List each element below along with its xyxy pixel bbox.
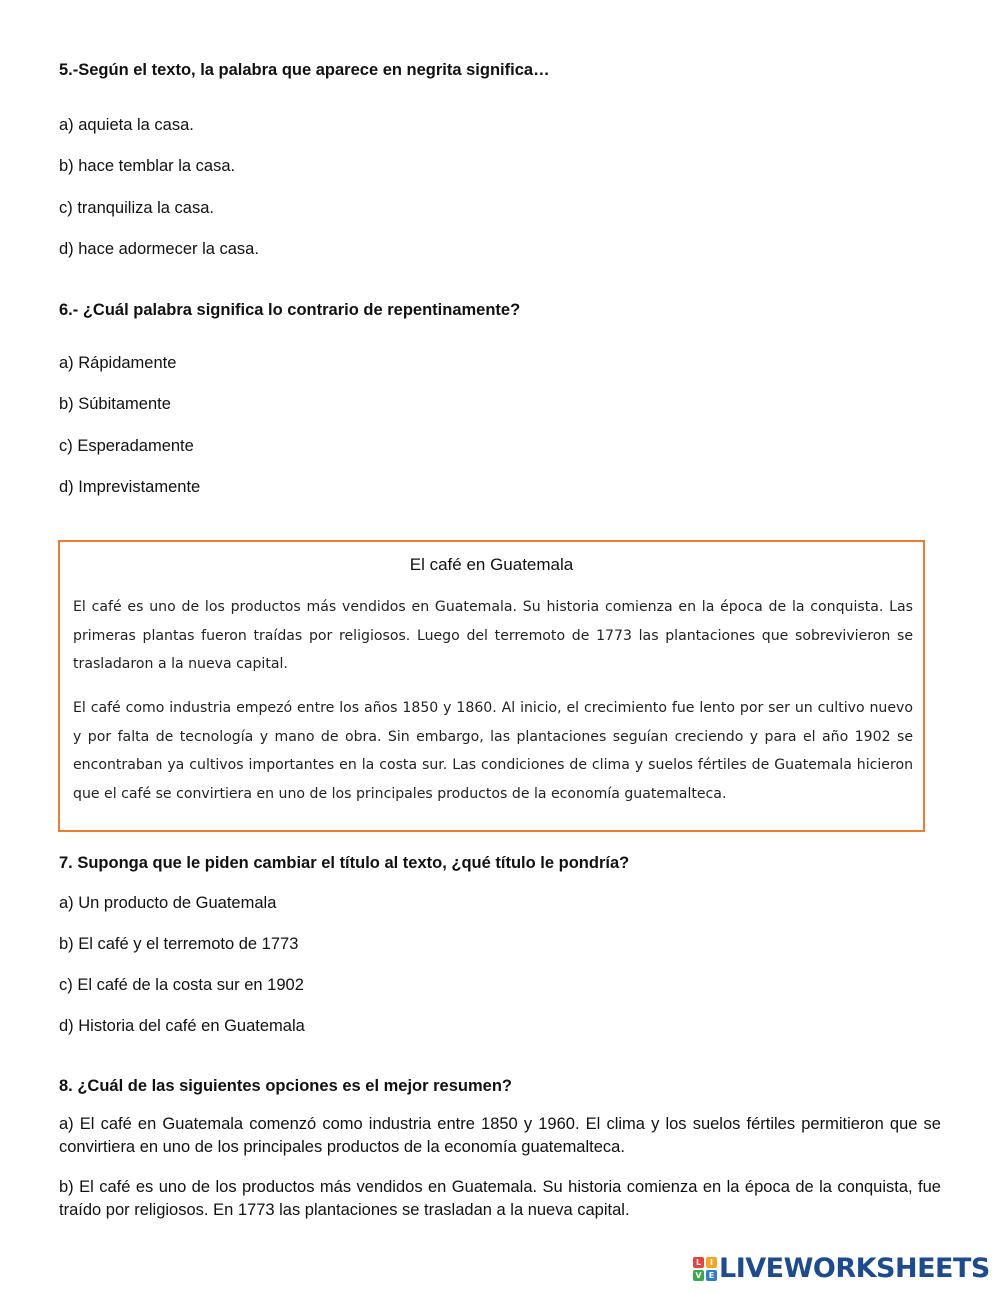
q7-option-b[interactable]: b) El café y el terremoto de 1773 [59, 935, 299, 953]
q5-option-c[interactable]: c) tranquiliza la casa. [59, 199, 214, 217]
q5-option-a[interactable]: a) aquieta la casa. [59, 116, 194, 134]
q6-option-d[interactable]: d) Imprevistamente [59, 478, 201, 496]
logo-text: LIVEWORKSHEETS [719, 1253, 990, 1284]
q8-option-b[interactable]: b) El café es uno de los productos más vendidos en Guatemala. Su historia comienza en la época de la conquista, fue traído por religiosos. En 1773 las plantaciones se trasladan a la nueva capital. [59, 1178, 941, 1219]
q6-option-b[interactable]: b) Súbitamente [59, 395, 171, 413]
q6-option-a[interactable]: a) Rápidamente [59, 354, 177, 372]
reading-paragraph-2: El café como industria empezó entre los años 1850 y 1860. Al inicio, el crecimiento fue lento por ser un cultivo nuevo y por falta de tecnología y mano de obra. Sin embargo, las plantaciones seguían creciendo y para el año 1902 se encontraban ya cultivos importantes en la costa sur. Las condiciones de clima y suelos fértiles de Guatemala hicieron que el café se convirtiera en uno de los principales productos de la economía guatemalteca. [73, 700, 913, 802]
question-7: 7. Suponga que le piden cambiar el título al texto, ¿qué título le pondría? [59, 854, 630, 872]
question-5: 5.-Según el texto, la palabra que aparece en negrita significa… [59, 61, 550, 79]
logo-mark-icon [693, 1257, 717, 1281]
liveworksheets-logo [693, 1254, 993, 1284]
q8-option-a[interactable]: a) El café en Guatemala comenzó como industria entre 1850 y 1960. El clima y los suelos fértiles permitieron que se convirtiera en uno de los principales productos de la economía guatemalteca. [59, 1115, 941, 1156]
q5-option-b[interactable]: b) hace temblar la casa. [59, 157, 236, 175]
question-6: 6.- ¿Cuál palabra significa lo contrario de repentinamente? [59, 301, 521, 319]
logo-letter-l: L [693, 1257, 704, 1268]
logo-letter-v: V [693, 1270, 704, 1281]
logo-letter-e: E [706, 1270, 717, 1281]
reading-passage-box [58, 540, 925, 832]
q5-option-d[interactable]: d) hace adormecer la casa. [59, 240, 259, 258]
q7-option-d[interactable]: d) Historia del café en Guatemala [59, 1017, 305, 1035]
q6-option-c[interactable]: c) Esperadamente [59, 437, 194, 455]
question-8: 8. ¿Cuál de las siguientes opciones es el mejor resumen? [59, 1077, 512, 1095]
q7-option-a[interactable]: a) Un producto de Guatemala [59, 894, 277, 912]
reading-paragraph-1: El café es uno de los productos más vendidos en Guatemala. Su historia comienza en la época de la conquista. Las primeras plantas fueron traídas por religiosos. Luego del terremoto de 1773 las plantaciones que sobrevivieron se trasladaron a la nueva capital. [73, 599, 913, 672]
reading-title: El café en Guatemala [409, 555, 574, 574]
logo-letter-i: I [706, 1257, 717, 1268]
q7-option-c[interactable]: c) El café de la costa sur en 1902 [59, 976, 304, 994]
